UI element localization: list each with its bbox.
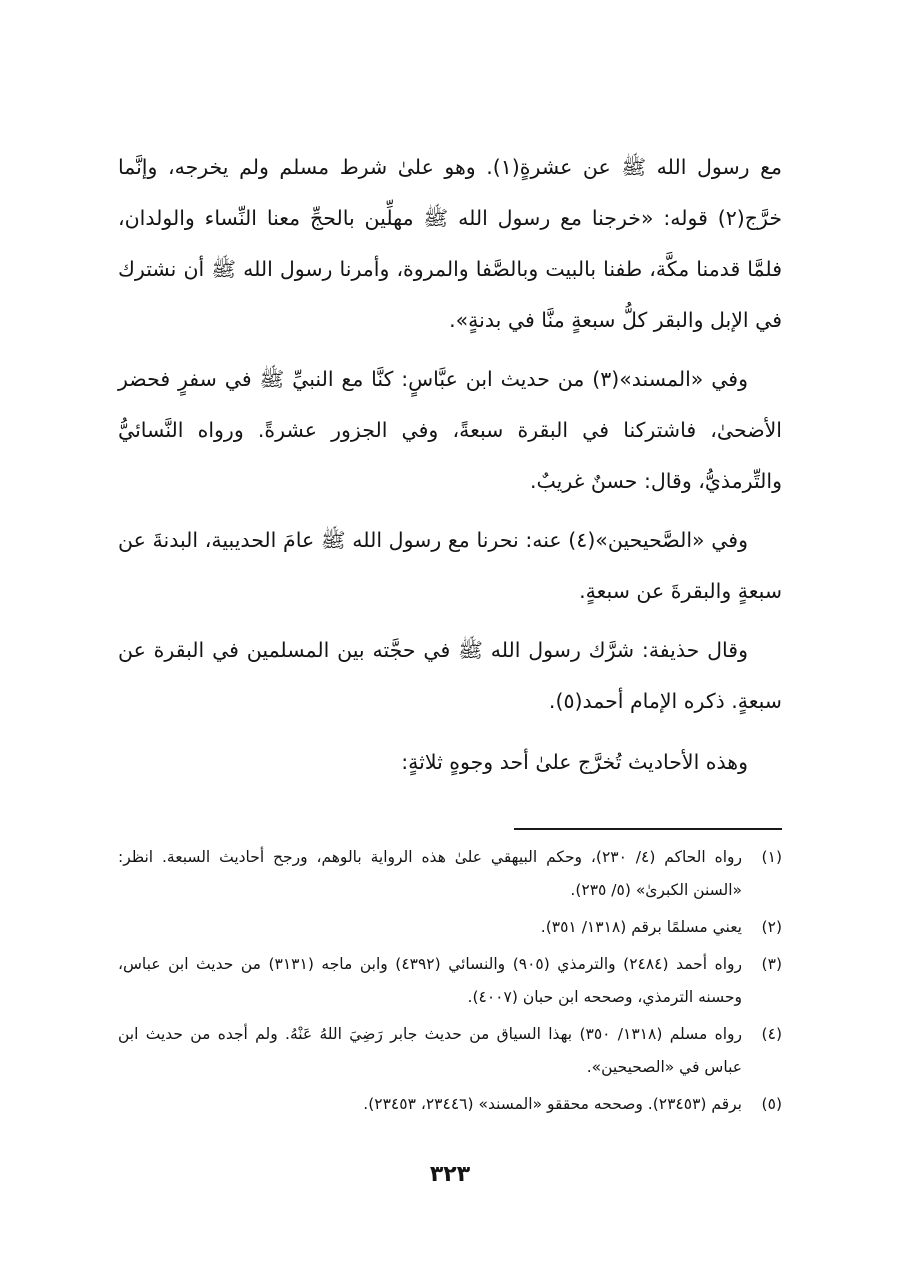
footnote-text: برقم (٢٣٤٥٣). وصححه محققو «المسند» (٢٣٤٤٦، ٢٣٤٥٣). bbox=[363, 1095, 742, 1113]
main-text-body bbox=[118, 142, 782, 796]
footnote-number: (١) bbox=[761, 848, 782, 866]
paragraph-1: مع رسول الله ﷺ عن عشرةٍ(١). وهو علىٰ شرط مسلم ولم يخرجه، وإنَّما خرَّج(٢) قوله: «خرجنا مع رسول الله ﷺ مهلِّين بالحجِّ معنا النِّساء والولدان، فلمَّا قدمنا مكَّة، طفنا بالبيت وبالصَّفا والمروة، وأمرنا رسول الله ﷺ أن نشترك في الإبل والبقر كلُّ سبعةٍ منَّا في بدنةٍ». bbox=[118, 155, 782, 332]
footnote-text: رواه أحمد (٢٤٨٤) والترمذي (٩٠٥) والنسائي (٤٣٩٢) وابن ماجه (٣١٣١) من حديث ابن عباس، وحسنه الترمذي، وصححه ابن حبان (٤٠٠٧). bbox=[118, 955, 742, 1006]
footnote-number: (٢) bbox=[761, 918, 782, 936]
footnote-number: (٣) bbox=[761, 955, 782, 973]
footnote-number: (٥) bbox=[761, 1095, 782, 1113]
footnote-divider bbox=[514, 828, 782, 830]
paragraph-3: وفي «الصَّحيحين»(٤) عنه: نحرنا مع رسول الله ﷺ عامَ الحديبية، البدنةَ عن سبعةٍ والبقرةَ عن سبعةٍ. bbox=[118, 528, 782, 603]
paragraph-4: وقال حذيفة: شرَّك رسول الله ﷺ في حجَّته بين المسلمين في البقرة عن سبعةٍ. ذكره الإمام أحمد(٥). bbox=[118, 638, 782, 713]
footnote-number: (٤) bbox=[761, 1025, 782, 1043]
footnote-4 bbox=[118, 1018, 782, 1084]
footnote-text: يعني مسلمًا برقم (١٣١٨/ ٣٥١). bbox=[540, 918, 742, 936]
paragraph-2: وفي «المسند»(٣) من حديث ابن عبَّاسٍ: كنَّا مع النبيِّ ﷺ في سفرٍ فحضر الأضحىٰ، فاشتركنا في البقرة سبعةً، وفي الجزور عشرةً. ورواه النَّسائيُّ والتِّرمذيُّ، وقال: حسنٌ غريبٌ. bbox=[118, 367, 782, 493]
footnotes-section bbox=[118, 841, 782, 1125]
footnote-2 bbox=[118, 911, 782, 944]
footnote-5 bbox=[118, 1088, 782, 1121]
paragraph-5: وهذه الأحاديث تُخرَّج علىٰ أحد وجوهٍ ثلاثةٍ: bbox=[401, 750, 748, 774]
footnote-1 bbox=[118, 841, 782, 907]
footnote-text: رواه الحاكم (٤/ ٢٣٠)، وحكم البيهقي علىٰ هذه الرواية بالوهم، ورجح أحاديث السبعة. انظر: «السنن الكبرىٰ» (٥/ ٢٣٥). bbox=[118, 848, 742, 899]
page-number: ٣٢٣ bbox=[429, 1162, 471, 1187]
footnote-3 bbox=[118, 948, 782, 1014]
footnote-text: رواه مسلم (١٣١٨/ ٣٥٠) بهذا السياق من حديث جابر رَضِيَ اللهُ عَنْهُ. ولم أجده من حديث ابن عباس في «الصحيحين». bbox=[118, 1025, 742, 1076]
